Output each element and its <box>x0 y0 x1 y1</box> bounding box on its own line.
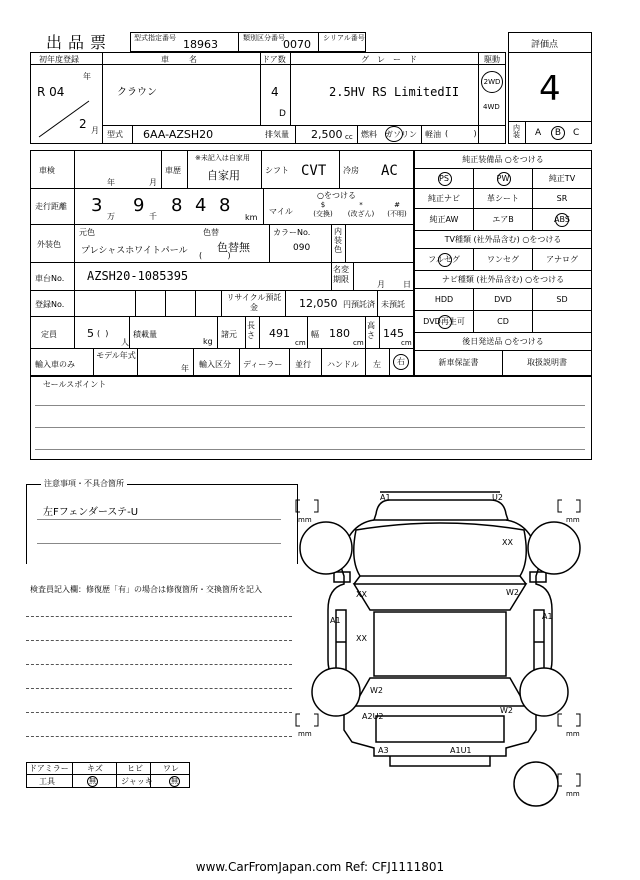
legend-jack: ジャッキ <box>121 777 153 786</box>
equipment-item-label: ワンセグ <box>487 255 519 264</box>
fuel-other: ( ) <box>445 129 477 138</box>
usage: 自家用 <box>207 169 240 182</box>
equipment-item <box>474 249 533 271</box>
diag-mm-fr: mm <box>566 516 580 524</box>
later-item <box>415 351 503 375</box>
legend-jack-mark: 無 <box>171 777 178 785</box>
equipment-item <box>415 289 474 311</box>
load-label: 積載量 <box>133 330 157 339</box>
diag-w2-rear: W2 <box>500 706 513 715</box>
equipment-block <box>414 150 592 376</box>
handle-right: 右 <box>393 354 409 370</box>
dealer: ディーラー <box>243 360 283 369</box>
reg-no-label: 登録No. <box>35 300 65 309</box>
diag-a2u2: A2U2 <box>362 712 384 721</box>
navi-type-label: ナビ種類 (社外品含む) ○をつける <box>415 271 591 289</box>
equipment-selected-circle <box>438 172 452 186</box>
recycle-label: リサイクル預託金 <box>226 293 282 312</box>
notes-label: 注意事項・不具合箇所 <box>41 478 127 489</box>
equipment-item-label: DVD <box>494 295 512 304</box>
diag-mm-rr: mm <box>566 730 580 738</box>
fuel-gasoline: ガソリン <box>385 130 417 139</box>
equipment-item <box>533 311 591 333</box>
diag-a1-left: A1 <box>330 616 341 625</box>
mileage-digit-3: 8 <box>171 195 191 216</box>
car-damage-diagram <box>290 480 590 810</box>
legend-crack: ヒビ <box>127 764 143 773</box>
score-label: 評価点 <box>531 40 559 50</box>
model-no: 18963 <box>183 38 218 51</box>
import-div-label: 輸入区分 <box>199 360 231 369</box>
diag-mm-rl: mm <box>298 730 312 738</box>
fuel-label: 燃料 <box>361 130 377 139</box>
std-equipment-label: 純正装備品 ○をつける <box>415 151 591 169</box>
inspection-year: 年 <box>107 178 115 187</box>
equipment-selected-circle <box>438 253 452 267</box>
later-item-label: 新車保証書 <box>438 358 479 367</box>
fuel-gasoline-circle <box>385 126 403 142</box>
meter-mile: マイル <box>269 207 293 216</box>
equipment-item-label: 純正ナビ <box>428 194 460 203</box>
grade: 2.5HV RS LimitedII <box>329 85 460 99</box>
equipment-item <box>415 311 474 333</box>
score-value: 4 <box>539 69 561 109</box>
later-item <box>503 351 591 375</box>
class-no-label: 類別区分番号 <box>243 34 285 42</box>
capacity-paren: ( ) <box>97 329 109 338</box>
orig-color-label: 元色 <box>79 228 95 237</box>
name-change-label: 名変期限 <box>333 265 349 284</box>
legend-break: ワレ <box>163 764 179 773</box>
equipment-item <box>474 189 533 209</box>
length-label: 長さ <box>247 321 255 340</box>
mileage-unit: km <box>245 213 258 222</box>
height-label: 高さ <box>367 321 375 340</box>
meter-mark-label: ○をつける <box>317 191 356 200</box>
color-name: プレシャスホワイトパール <box>81 246 188 256</box>
diag-a1u1: A1U1 <box>450 746 472 755</box>
legend-box <box>26 762 190 788</box>
equipment-selected-circle <box>497 172 511 186</box>
recycle-none: 未預託 <box>381 300 405 309</box>
shift: CVT <box>301 163 327 179</box>
color-label: 外装色 <box>37 240 61 249</box>
later-item-label: 取扱説明書 <box>527 358 567 367</box>
diag-mm-fl: mm <box>298 516 312 524</box>
diag-mm-spare: mm <box>566 790 580 798</box>
equipment-item <box>533 189 591 209</box>
displacement: 2,500 <box>311 128 343 141</box>
meter-unknown: # (不明) <box>387 201 407 218</box>
legend-mirror: ドアミラー <box>29 764 69 773</box>
id-numbers-box <box>130 32 366 52</box>
legend-tool-mark: 無 <box>89 777 96 785</box>
notes-line-1: 左Fフェンダーステ-U <box>43 507 139 518</box>
equipment-item <box>415 169 474 189</box>
usage-note: ※未記入は自家用 <box>195 154 250 162</box>
spec-block <box>30 150 414 376</box>
car-name-label: 車名 <box>161 55 217 64</box>
load-unit: kg <box>203 337 213 346</box>
equipment-item <box>415 249 474 271</box>
shift-label: シフト <box>265 166 289 175</box>
model-year-label: モデル年式 <box>96 351 136 360</box>
doors: 4 <box>271 85 279 99</box>
equipment-item-label: SR <box>556 194 568 203</box>
model-year-unit: 年 <box>181 364 189 373</box>
displacement-label: 排気量 <box>265 130 289 139</box>
cooler-label: 冷房 <box>343 166 359 175</box>
score-box <box>508 32 592 144</box>
equipment-item-label: 革シート <box>487 194 519 203</box>
tv-type-label: TV種類 (社外品含む) ○をつける <box>415 231 591 249</box>
grade-label: グレード <box>361 55 425 64</box>
model-type-label: 型式 <box>107 130 123 139</box>
drive-2wd: 2WD <box>481 71 503 93</box>
width: 180 <box>329 327 350 340</box>
equipment-item <box>533 169 591 189</box>
import-label: 輸入車のみ <box>35 360 75 369</box>
interior-a: A <box>535 128 542 138</box>
car-info-block <box>30 52 506 144</box>
capacity: 5 <box>87 327 94 340</box>
mileage-digit-1: 3 <box>91 195 103 216</box>
equipment-item-label: アナログ <box>546 255 578 264</box>
height-unit: cm <box>401 339 412 347</box>
equipment-item-label: 純正TV <box>548 174 576 183</box>
meter-exchange: $ (交換) <box>313 201 333 218</box>
equipment-item <box>474 311 533 333</box>
equipment-selected-circle <box>438 315 452 329</box>
interior-c: C <box>573 128 580 138</box>
equipment-item <box>474 209 533 231</box>
legend-tool: 工具 <box>39 777 55 786</box>
mileage-label: 走行距離 <box>35 202 67 211</box>
equipment-item <box>533 249 591 271</box>
equipment-item-label: フルセグ <box>428 255 460 264</box>
mileage-sen: 千 <box>149 212 157 221</box>
equipment-item <box>415 209 474 231</box>
car-name: クラウン <box>117 87 157 98</box>
capacity-label: 定員 <box>41 330 57 339</box>
color-change-label: 色替 <box>203 228 219 237</box>
doors-label: ドア数 <box>262 55 286 64</box>
doors-type: D <box>279 109 286 119</box>
diag-xx-hood: XX <box>502 538 513 547</box>
diag-xx-left-2: XX <box>356 634 367 643</box>
diag-u2-top: U2 <box>492 493 503 502</box>
equipment-item-label: SD <box>556 295 568 304</box>
displacement-unit: cc <box>345 133 353 141</box>
color-no: 090 <box>293 243 311 253</box>
equipment-item-label: エアB <box>492 215 514 224</box>
model-no-label: 型式指定番号 <box>134 34 176 42</box>
equipment-item-label: HDD <box>434 295 454 304</box>
class-no: 0070 <box>283 38 311 51</box>
diag-xx-left-1: XX <box>356 590 367 599</box>
capacity-unit: 人 <box>121 338 129 347</box>
diag-w2-right: W2 <box>506 588 519 597</box>
inspection-month: 月 <box>149 178 157 187</box>
mileage-digit-4: 4 <box>195 195 207 216</box>
equipment-item <box>474 169 533 189</box>
sheet-title: 出品票 <box>46 33 113 52</box>
diag-w2-left: W2 <box>370 686 383 695</box>
equipment-selected-circle <box>555 213 569 227</box>
color-change: 色替無 <box>217 241 250 254</box>
later-items-label: 後日発送品 ○をつける <box>415 333 591 351</box>
mileage-digit-2: 9 <box>133 195 145 216</box>
parallel: 並行 <box>295 360 311 369</box>
first-reg-month: 2 <box>79 117 87 131</box>
first-reg-month-label: 月 <box>91 126 99 135</box>
inspector-note: 検査員記入欄：修復歴「有」の場合は修復箇所・交換箇所を記入 <box>30 585 262 594</box>
diag-a1-right: A1 <box>542 612 553 621</box>
sales-point-box <box>30 376 592 460</box>
height: 145 <box>383 327 404 340</box>
equipment-item-label: PS <box>439 174 449 183</box>
inspection-label: 車検 <box>39 166 55 175</box>
mileage-digit-5: 8 <box>219 195 231 216</box>
equipment-item-label: DVD再生可 <box>423 317 465 326</box>
model-type: 6AA-AZSH20 <box>143 128 214 141</box>
recycle-unit: 円預託済 <box>343 300 375 309</box>
footer-watermark: www.CarFromJapan.com Ref: CFJ1111801 <box>195 860 445 874</box>
serial-label: シリアル番号 <box>323 34 365 42</box>
name-change-day: 日 <box>403 280 411 289</box>
interior-color-label: 内装色 <box>334 227 342 254</box>
dims-label: 諸元 <box>221 330 237 339</box>
usage-label: 車歴 <box>165 166 181 175</box>
name-change-month: 月 <box>377 280 385 289</box>
color-change-paren: ( ) <box>199 251 231 260</box>
chassis-label: 車台No. <box>35 274 65 283</box>
drive-4wd: 4WD <box>483 103 500 111</box>
handle-label: ハンドル <box>327 360 359 369</box>
first-reg-year-label: 年 <box>83 72 91 81</box>
mileage-man: 万 <box>107 212 115 221</box>
drive-label: 駆動 <box>484 55 500 64</box>
width-unit: cm <box>353 339 364 347</box>
meter-tamper: * (改ざん) <box>347 201 375 218</box>
equipment-item-label: ABS <box>554 215 570 224</box>
first-reg-era: R 04 <box>37 85 65 99</box>
equipment-item <box>533 289 591 311</box>
cooler: AC <box>381 163 398 179</box>
equipment-item-label: CD <box>497 317 509 326</box>
equipment-item <box>415 189 474 209</box>
diag-a3: A3 <box>378 746 389 755</box>
sales-point-label: セールスポイント <box>43 380 107 389</box>
equipment-item-label: PW <box>496 174 510 183</box>
fuel-diesel: 軽油 <box>425 130 441 139</box>
color-no-label: カラーNo. <box>273 228 311 237</box>
length-unit: cm <box>295 339 306 347</box>
equipment-item <box>474 289 533 311</box>
interior-label: 内装 <box>513 124 520 139</box>
equipment-item-label: 純正AW <box>429 215 459 224</box>
handle-left: 左 <box>373 360 381 369</box>
notes-box <box>26 479 298 564</box>
interior-b: B <box>551 126 565 140</box>
legend-scratch: キズ <box>87 764 103 773</box>
recycle-amount: 12,050 <box>299 297 338 310</box>
first-reg-label: 初年度登録 <box>39 55 79 64</box>
width-label: 幅 <box>311 330 319 339</box>
length: 491 <box>269 327 290 340</box>
diag-a1-top: A1 <box>380 493 391 502</box>
equipment-item <box>533 209 591 231</box>
chassis: AZSH20-1085395 <box>87 269 189 283</box>
